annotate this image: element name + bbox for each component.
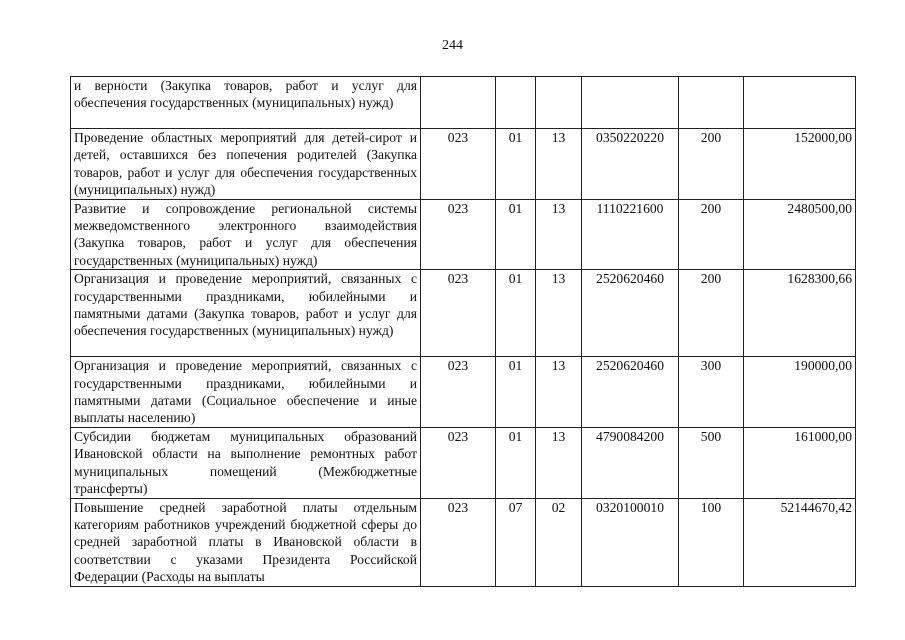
row-amount (744, 77, 856, 129)
row-amount: 152000,00 (744, 129, 856, 200)
row-description: Организация и проведение мероприятий, связанных с государственными праздниками, юбилейными и памятными датами (Социальное обеспечение и иные выплаты населению) (71, 357, 421, 428)
row-target-article: 0350220220 (582, 129, 679, 200)
row-expense-type: 500 (679, 427, 744, 498)
row-ministry-code: 023 (421, 498, 496, 586)
table-row (71, 357, 856, 428)
row-target-article: 2520620460 (582, 357, 679, 428)
row-description: и верности (Закупка товаров, работ и услуг для обеспечения государственных (муниципальных) нужд) (71, 77, 421, 129)
row-ministry-code: 023 (421, 129, 496, 200)
row-amount: 161000,00 (744, 427, 856, 498)
row-expense-type: 200 (679, 199, 744, 270)
table-row (71, 129, 856, 200)
table-row (71, 77, 856, 129)
row-amount: 1628300,66 (744, 270, 856, 357)
row-amount: 2480500,00 (744, 199, 856, 270)
row-amount: 52144670,42 (744, 498, 856, 586)
row-target-article (582, 77, 679, 129)
row-expense-type: 200 (679, 129, 744, 200)
row-target-article: 2520620460 (582, 270, 679, 357)
row-description: Развитие и сопровождение региональной системы межведомственного электронного взаимодействия (Закупка товаров, работ и услуг для обеспечения государственных (муниципальных) нужд) (71, 199, 421, 270)
row-ministry-code: 023 (421, 427, 496, 498)
row-subsection-code: 02 (536, 498, 582, 586)
row-ministry-code (421, 77, 496, 129)
row-target-article: 4790084200 (582, 427, 679, 498)
row-expense-type: 100 (679, 498, 744, 586)
row-expense-type: 200 (679, 270, 744, 357)
row-section-code: 01 (496, 129, 536, 200)
row-section-code: 07 (496, 498, 536, 586)
row-description: Организация и проведение мероприятий, связанных с государственными праздниками, юбилейными и памятными датами (Закупка товаров, работ и услуг для обеспечения государственных (муниципальных) нужд) (71, 270, 421, 357)
row-expense-type: 300 (679, 357, 744, 428)
row-subsection-code: 13 (536, 270, 582, 357)
row-amount: 190000,00 (744, 357, 856, 428)
row-description: Субсидии бюджетам муниципальных образований Ивановской области на выполнение ремонтных работ муниципальных помещений (Межбюджетные трансферты) (71, 427, 421, 498)
row-section-code: 01 (496, 427, 536, 498)
row-expense-type (679, 77, 744, 129)
row-subsection-code: 13 (536, 199, 582, 270)
row-section-code: 01 (496, 270, 536, 357)
row-subsection-code: 13 (536, 427, 582, 498)
row-subsection-code: 13 (536, 357, 582, 428)
row-subsection-code (536, 77, 582, 129)
row-subsection-code: 13 (536, 129, 582, 200)
row-section-code: 01 (496, 199, 536, 270)
row-ministry-code: 023 (421, 270, 496, 357)
row-target-article: 1110221600 (582, 199, 679, 270)
row-section-code: 01 (496, 357, 536, 428)
row-description: Повышение средней заработной платы отдельным категориям работников учреждений бюджетной сферы до средней заработной платы в Ивановской области в соответствии с указами Президента Российской Федерации (Расходы на выплаты (71, 498, 421, 586)
row-description: Проведение областных мероприятий для детей-сирот и детей, оставшихся без попечения родителей (Закупка товаров, работ и услуг для обеспечения государственных (муниципальных) нужд) (71, 129, 421, 200)
table-row (71, 427, 856, 498)
table-row (71, 498, 856, 586)
row-target-article: 0320100010 (582, 498, 679, 586)
budget-table (70, 76, 856, 587)
table-row (71, 199, 856, 270)
row-ministry-code: 023 (421, 199, 496, 270)
row-ministry-code: 023 (421, 357, 496, 428)
row-section-code (496, 77, 536, 129)
table-row (71, 270, 856, 357)
page-number: 244 (442, 38, 463, 53)
